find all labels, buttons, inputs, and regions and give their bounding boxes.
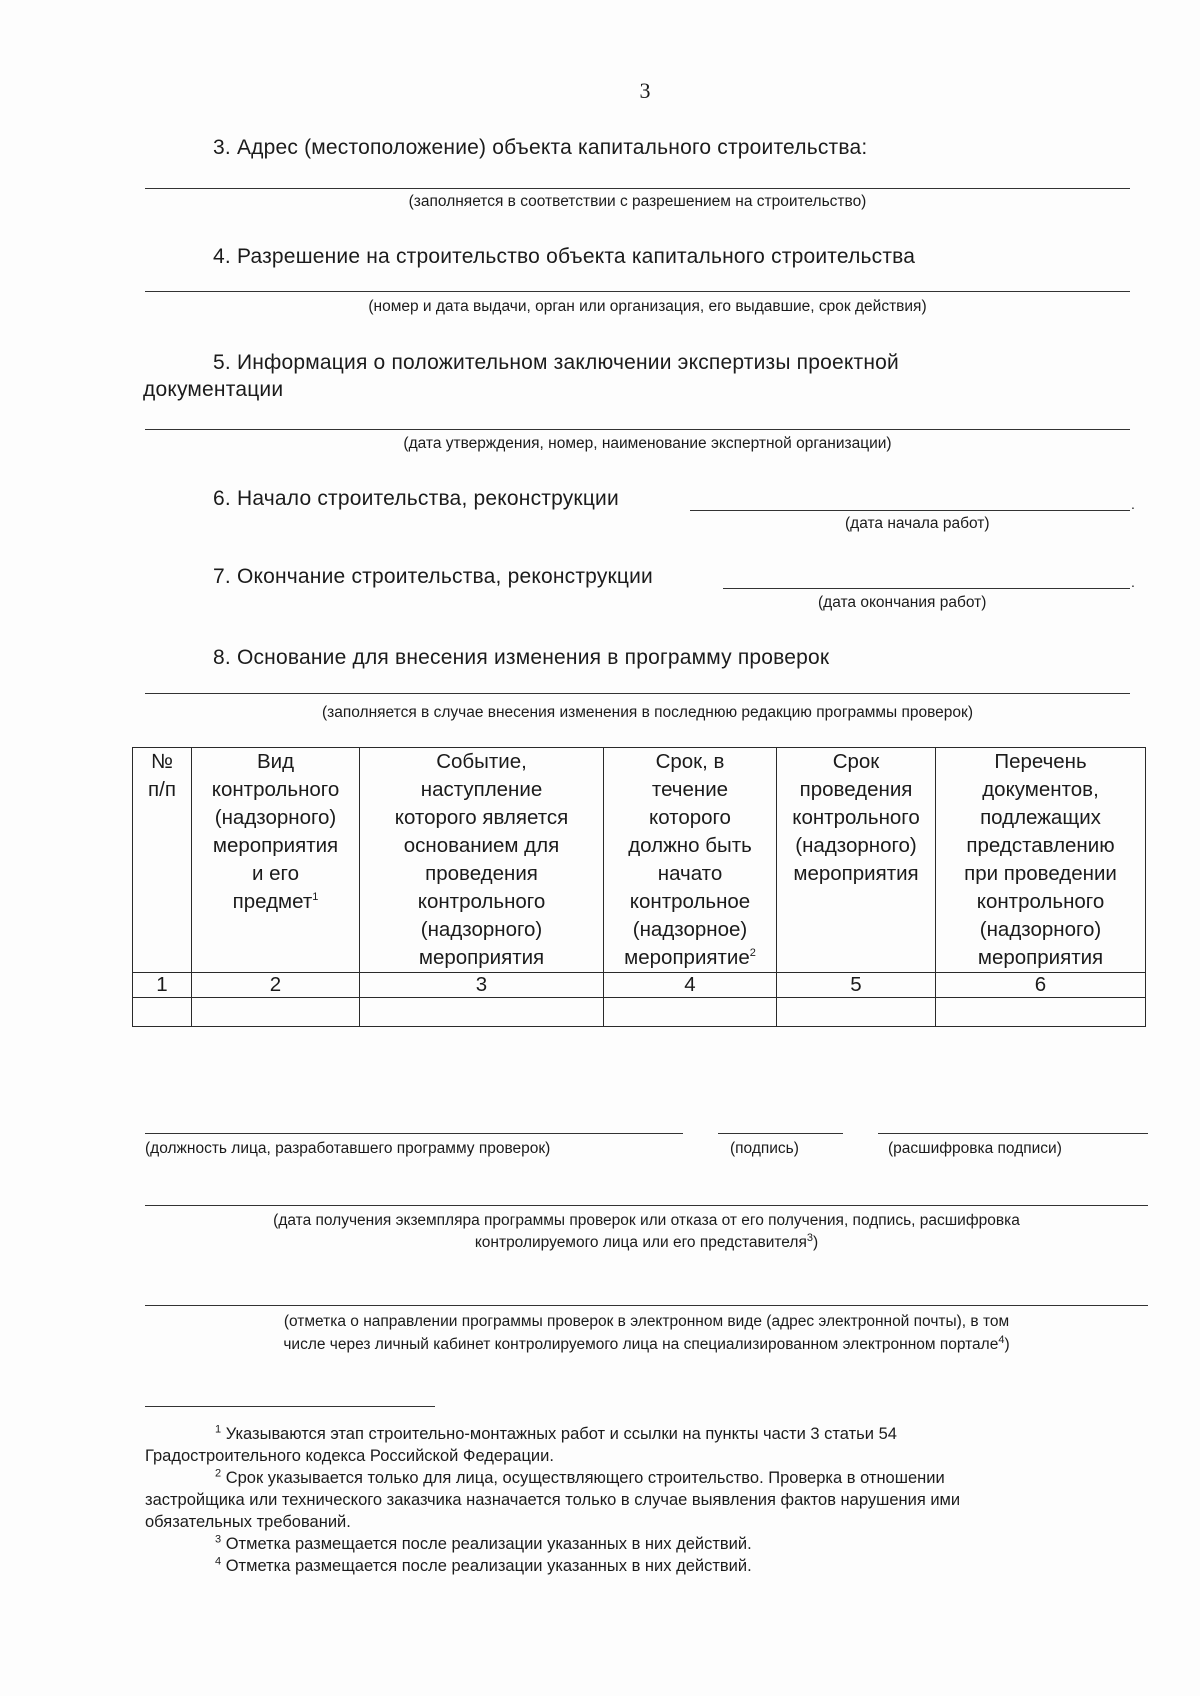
section-8-fill-line[interactable] <box>145 693 1130 694</box>
column-number-cell: 6 <box>936 973 1146 998</box>
section-3-hint: (заполняется в соответствии с разрешением на строительство) <box>408 193 867 210</box>
footnote-1: $^1$ Указываются этап строительно-монтажных работ и ссылки на пункты части 3 статьи 54 <box>215 1423 897 1443</box>
table-cell[interactable] <box>133 998 192 1027</box>
footnote-ref-2: 2 <box>749 947 756 960</box>
section-6-label: 6. Начало строительства, реконструкции <box>213 487 619 510</box>
signature-hint: (подпись) <box>730 1140 799 1157</box>
header-col-5: Срок проведения контрольного (надзорного) мероприятия <box>777 748 936 973</box>
receipt-fill-line[interactable] <box>145 1205 1148 1206</box>
header-col-3: Событие, наступление которого является основанием для проведения контрольного (надзорного) мероприятия <box>360 748 604 973</box>
section-8-hint: (заполняется в случае внесения изменения в последнюю редакцию программы проверок) <box>322 704 973 721</box>
section-7-label: 7. Окончание строительства, реконструкции <box>213 565 653 588</box>
footnote-3: $^3$ Отметка размещается после реализации указанных в них действий. <box>215 1533 752 1553</box>
column-number-cell: 2 <box>192 973 360 998</box>
inspection-program-table <box>132 747 1146 1027</box>
footnote-ref-1: 1 <box>312 891 319 904</box>
footnotes: $^1$ Указываются этап строительно-монтажных работ и ссылки на пункты части 3 статьи 54 Градостроительного кодекса Российской Федерации. $^2$ Срок указывается только для лица, осуществляющего строительство. Проверка в отношении застройщика или технического заказчика назначается только в случае выявления фактов нарушения ими обязательных требований. $^3$ Отметка размещается после реализации указанных в них действий. $^4$ Отметка размещается после реализации указанных в них действий. <box>145 1423 1155 1577</box>
section-7-dot: . <box>1131 574 1135 590</box>
section-5-hint: (дата утверждения, номер, наименование экспертной организации) <box>403 435 892 452</box>
section-5-fill-line[interactable] <box>145 429 1130 430</box>
decoding-hint: (расшифровка подписи) <box>888 1140 1062 1157</box>
section-7-hint: (дата окончания работ) <box>818 594 987 611</box>
header-col-4: Срок, в течение которого должно быть начато контрольное (надзорное) мероприятие$^2$ <box>604 748 777 973</box>
section-6-hint: (дата начала работ) <box>845 515 990 532</box>
section-8-label: 8. Основание для внесения изменения в программу проверок <box>213 646 830 669</box>
electronic-hint: (отметка о направлении программы проверок в электронном виде (адрес электронной почты), в том числе через личный кабинет контролируемого лица на специализированном электронном портале$^4$) <box>283 1313 1010 1353</box>
decoding-fill-line[interactable] <box>878 1133 1148 1134</box>
footnote-4: $^4$ Отметка размещается после реализации указанных в них действий. <box>215 1555 752 1575</box>
electronic-fill-line[interactable] <box>145 1305 1148 1306</box>
header-col-2: Вид контрольного (надзорного) мероприятия и его предмет$^1$ <box>192 748 360 973</box>
table-empty-row <box>133 998 1146 1027</box>
header-col-1: № п/п <box>133 748 192 973</box>
table-cell[interactable] <box>192 998 360 1027</box>
table-column-numbers-row <box>133 973 1146 998</box>
section-3-label: 3. Адрес (местоположение) объекта капитального строительства: <box>213 136 868 159</box>
table-cell[interactable] <box>777 998 936 1027</box>
page-number: 3 <box>639 78 651 103</box>
table-cell[interactable] <box>360 998 604 1027</box>
table-header-row <box>133 748 1146 973</box>
section-7-fill-line[interactable] <box>723 588 1130 589</box>
table-cell[interactable] <box>604 998 777 1027</box>
section-4-hint: (номер и дата выдачи, орган или организация, его выдавшие, срок действия) <box>368 298 927 315</box>
table-cell[interactable] <box>936 998 1146 1027</box>
footnote-ref-3: 3 <box>806 1231 813 1244</box>
footnote-ref-4: 4 <box>998 1333 1005 1346</box>
section-3-fill-line[interactable] <box>145 188 1130 189</box>
section-6-dot: . <box>1131 496 1135 512</box>
footnote-2: $^2$ Срок указывается только для лица, осуществляющего строительство. Проверка в отношении <box>215 1467 945 1487</box>
section-5-label-line2: документации <box>143 378 284 401</box>
column-number-cell: 1 <box>133 973 192 998</box>
position-hint: (должность лица, разработавшего программу проверок) <box>145 1140 551 1157</box>
header-col-6: Перечень документов, подлежащих представлению при проведении контрольного (надзорного) мероприятия <box>936 748 1146 973</box>
column-number-cell: 5 <box>777 973 936 998</box>
section-4-label: 4. Разрешение на строительство объекта капитального строительства <box>213 245 916 268</box>
column-number-cell: 3 <box>360 973 604 998</box>
section-4-fill-line[interactable] <box>145 291 1130 292</box>
column-number-cell: 4 <box>604 973 777 998</box>
receipt-hint: (дата получения экземпляра программы проверок или отказа от его получения, подпись, расшифровка контролируемого лица или его представителя$^3$) <box>273 1212 1020 1251</box>
section-5-label-line1: 5. Информация о положительном заключении экспертизы проектной <box>213 351 899 374</box>
position-fill-line[interactable] <box>145 1133 683 1134</box>
signature-fill-line[interactable] <box>718 1133 843 1134</box>
section-6-fill-line[interactable] <box>690 510 1130 511</box>
footnote-separator <box>145 1406 435 1407</box>
